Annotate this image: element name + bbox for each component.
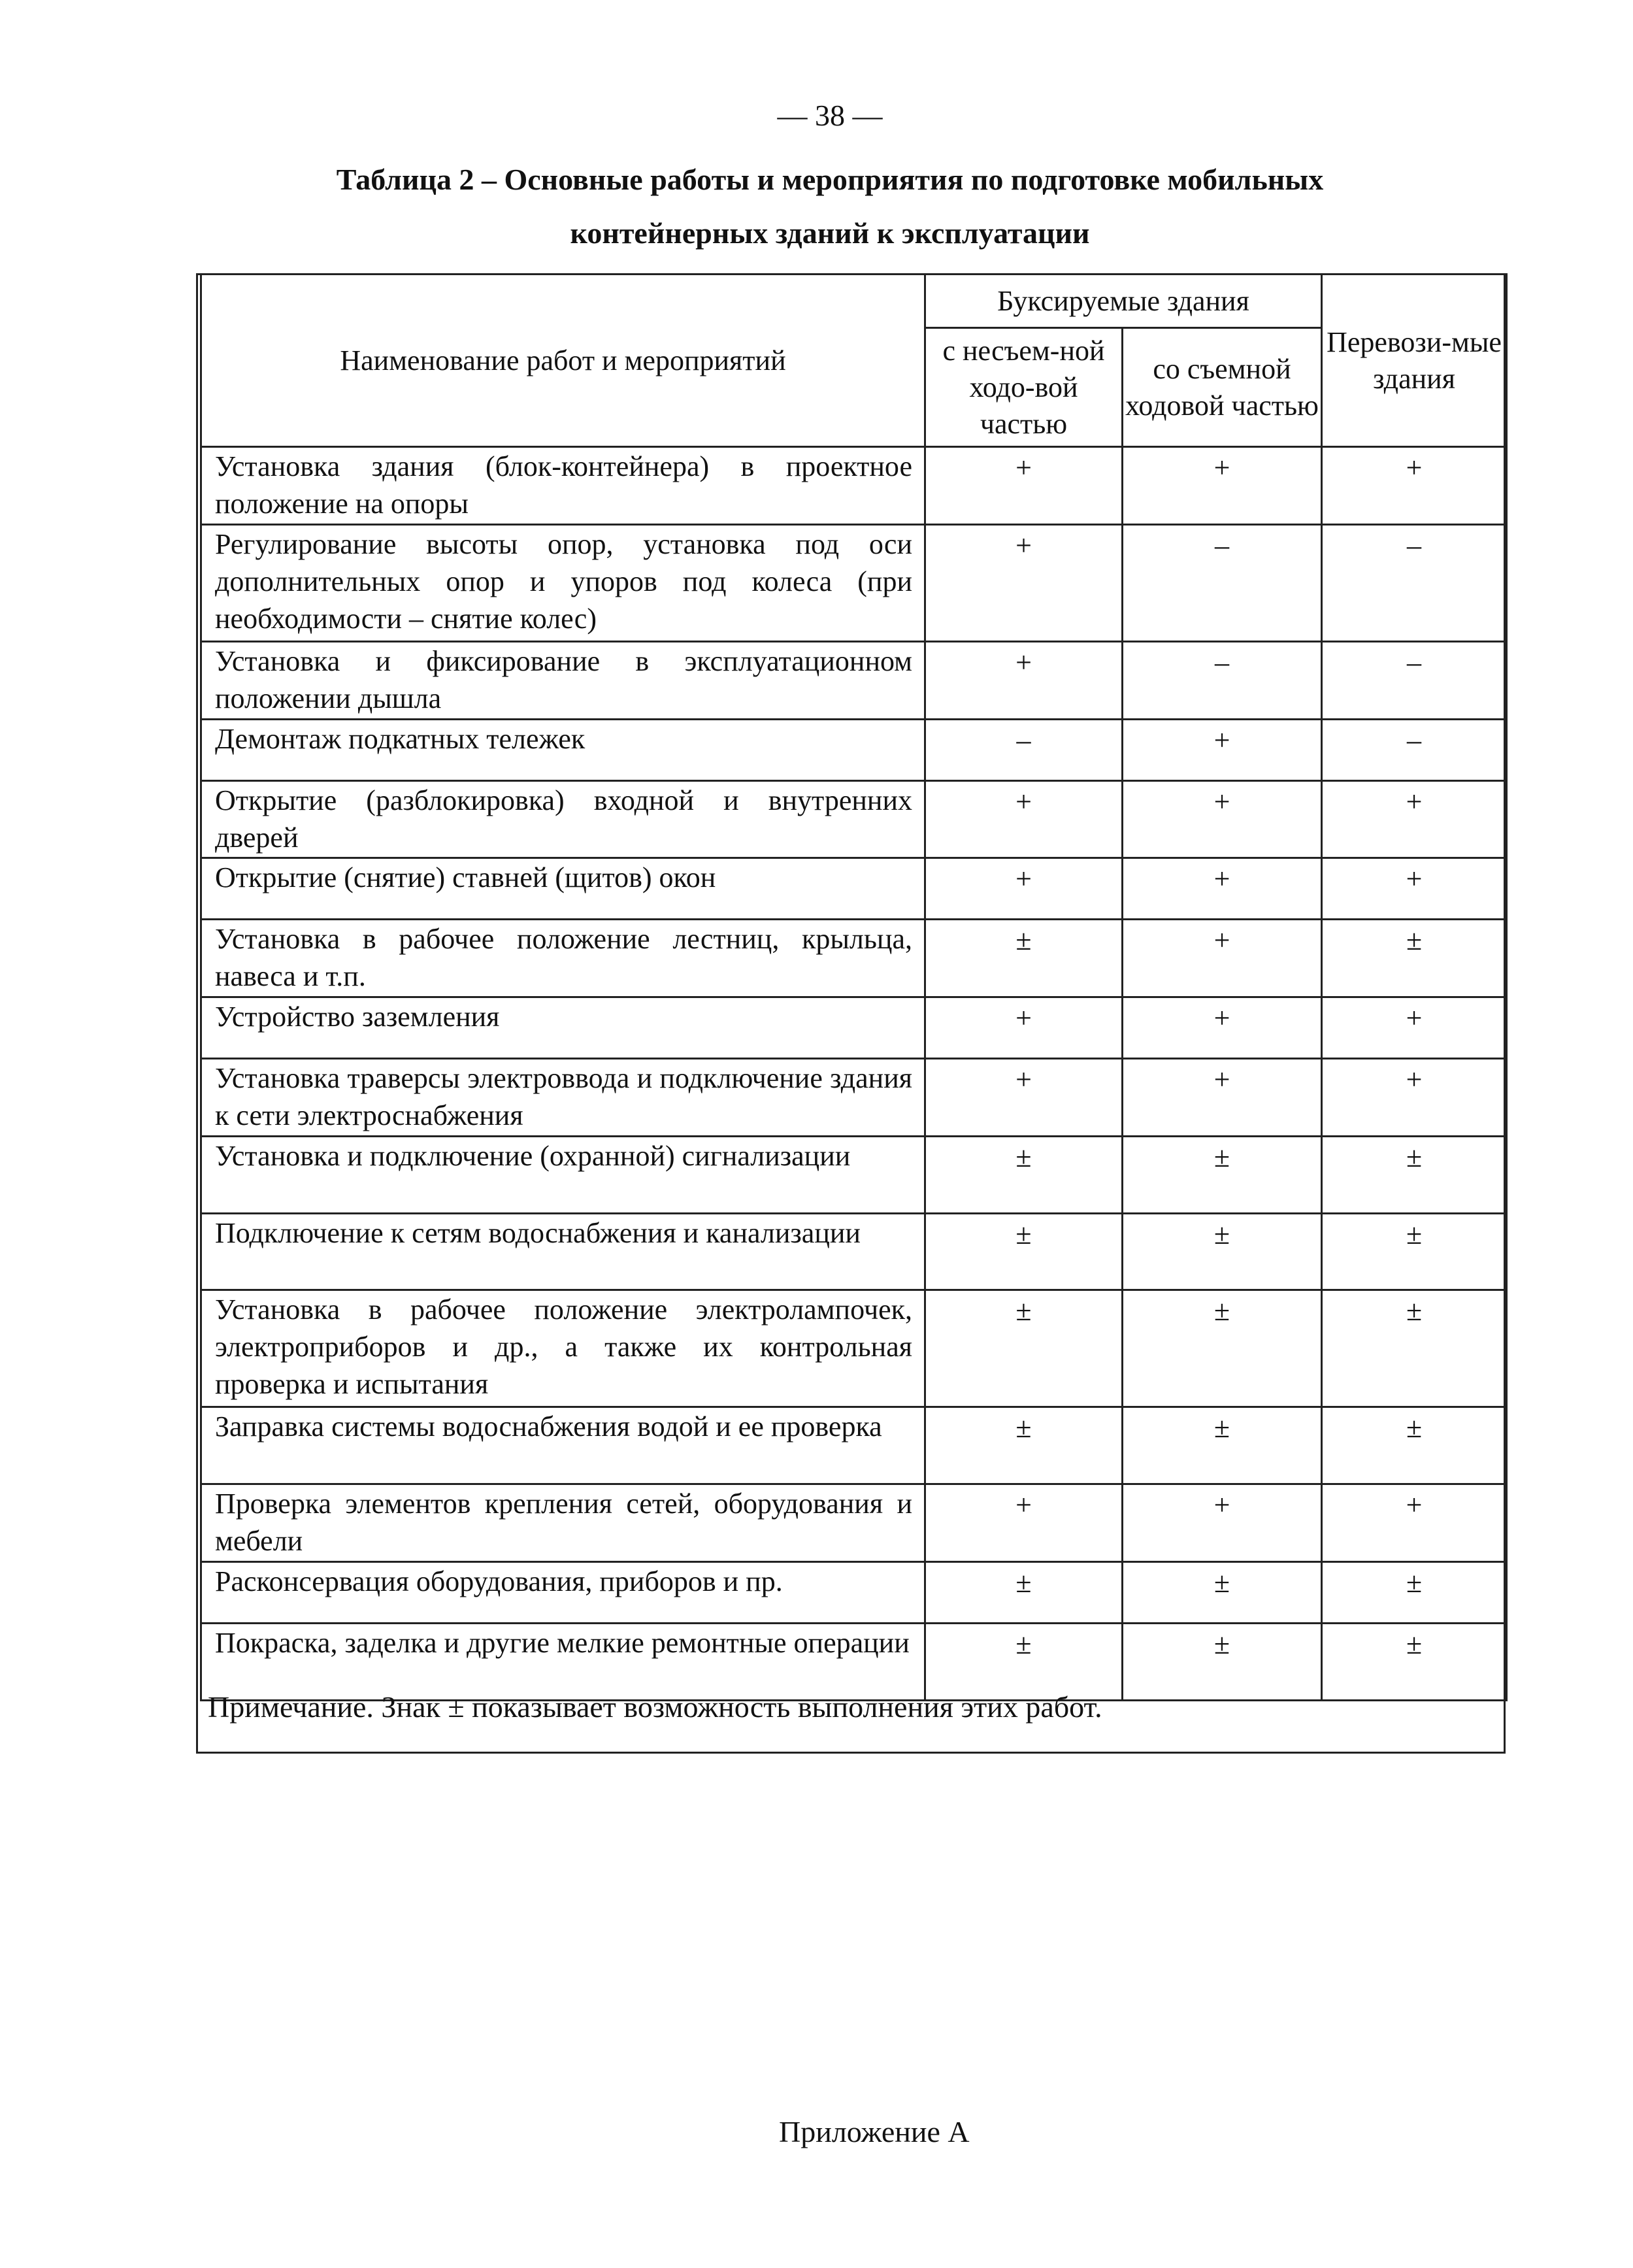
mark-cell-removable: – [1123,524,1322,641]
table-row [201,719,1507,780]
work-name-cell: Регулирование высоты опор, установка под оси дополнительных опор и упоров под колеса (при необходимости – снятие колес) [201,524,925,641]
header-fixed-chassis: с несъем-ной ходо-вой частью [925,328,1123,447]
header-name: Наименование работ и мероприятий [201,275,925,447]
mark-cell-removable: + [1123,447,1322,525]
mark-cell-removable: ± [1123,1290,1322,1407]
table-row [201,447,1507,525]
mark-cell-removable: + [1123,780,1322,858]
mark-cell-transported: + [1322,780,1507,858]
works-table [200,273,1508,1701]
mark-cell-removable: + [1123,1484,1322,1562]
table-row [201,1407,1507,1484]
work-name-cell: Установка в рабочее положение электролампочек, электроприборов и др., а также их контрольная проверка и испытания [201,1290,925,1407]
mark-cell-transported: + [1322,997,1507,1059]
page-number: — 38 — [777,99,883,132]
mark-cell-transported: – [1322,641,1507,719]
header-transported: Перевози-мые здания [1322,275,1507,447]
table-row [201,997,1507,1059]
mark-cell-transported: ± [1322,1562,1507,1624]
mark-cell-removable: + [1123,920,1322,997]
table-row [201,1058,1507,1136]
mark-cell-transported: + [1322,1058,1507,1136]
header-removable-chassis: со съемной ходовой частью [1123,328,1322,447]
work-name-cell: Подключение к сетям водоснабжения и канализации [201,1213,925,1290]
mark-cell-transported: ± [1322,1213,1507,1290]
mark-cell-fixed: ± [925,1213,1123,1290]
mark-cell-fixed: ± [925,1623,1123,1700]
mark-cell-fixed: + [925,1484,1123,1562]
table-row [201,920,1507,997]
mark-cell-transported: – [1322,524,1507,641]
table-title-line-2: контейнерных зданий к эксплуатации [570,216,1090,250]
mark-cell-removable: ± [1123,1136,1322,1213]
mark-cell-removable: + [1123,997,1322,1059]
mark-cell-transported: ± [1322,920,1507,997]
work-name-cell: Установка и фиксирование в эксплуатационном положении дышла [201,641,925,719]
work-name-cell: Установка в рабочее положение лестниц, крыльца, навеса и т.п. [201,920,925,997]
mark-cell-transported: ± [1322,1407,1507,1484]
work-name-cell: Установка и подключение (охранной) сигнализации [201,1136,925,1213]
work-name-cell: Установка траверсы электроввода и подключение здания к сети электроснабжения [201,1058,925,1136]
work-name-cell: Покраска, заделка и другие мелкие ремонтные операции [201,1623,925,1700]
mark-cell-fixed: + [925,641,1123,719]
work-name-cell: Установка здания (блок-контейнера) в проектное положение на опоры [201,447,925,525]
table-note: Примечание. Знак ± показывает возможность выполнения этих работ. [208,1690,1102,1724]
mark-cell-fixed: ± [925,920,1123,997]
mark-cell-fixed: ± [925,1136,1123,1213]
mark-cell-fixed: + [925,858,1123,920]
mark-cell-transported: – [1322,719,1507,780]
work-name-cell: Демонтаж подкатных тележек [201,719,925,780]
work-name-cell: Заправка системы водоснабжения водой и ее проверка [201,1407,925,1484]
mark-cell-removable: + [1123,1058,1322,1136]
table-row [201,1136,1507,1213]
work-name-cell: Открытие (разблокировка) входной и внутренних дверей [201,780,925,858]
mark-cell-transported: ± [1322,1136,1507,1213]
mark-cell-removable: ± [1123,1562,1322,1624]
header-towed: Буксируемые здания [925,275,1322,328]
table-title-line-1: Таблица 2 – Основные работы и мероприятия по подготовке мобильных [336,163,1324,196]
mark-cell-transported: ± [1322,1623,1507,1700]
mark-cell-transported: + [1322,447,1507,525]
mark-cell-transported: + [1322,858,1507,920]
mark-cell-removable: + [1123,858,1322,920]
mark-cell-fixed: + [925,1058,1123,1136]
table-row [201,641,1507,719]
table-row [201,1213,1507,1290]
mark-cell-fixed: ± [925,1562,1123,1624]
mark-cell-removable: ± [1123,1213,1322,1290]
table-row [201,858,1507,920]
work-name-cell: Открытие (снятие) ставней (щитов) окон [201,858,925,920]
mark-cell-removable: + [1123,719,1322,780]
mark-cell-removable: ± [1123,1407,1322,1484]
table-row [201,524,1507,641]
mark-cell-transported: + [1322,1484,1507,1562]
mark-cell-fixed: + [925,524,1123,641]
mark-cell-fixed: – [925,719,1123,780]
table-row [201,1623,1507,1700]
appendix-label: Приложение А [779,2115,970,2148]
table-row [201,1484,1507,1562]
work-name-cell: Проверка элементов крепления сетей, оборудования и мебели [201,1484,925,1562]
mark-cell-removable: – [1123,641,1322,719]
table-row [201,1562,1507,1624]
mark-cell-fixed: + [925,997,1123,1059]
mark-cell-fixed: + [925,780,1123,858]
work-name-cell: Устройство заземления [201,997,925,1059]
table-row [201,1290,1507,1407]
mark-cell-fixed: ± [925,1290,1123,1407]
mark-cell-transported: ± [1322,1290,1507,1407]
work-name-cell: Расконсервация оборудования, приборов и пр. [201,1562,925,1624]
mark-cell-removable: ± [1123,1623,1322,1700]
mark-cell-fixed: + [925,447,1123,525]
mark-cell-fixed: ± [925,1407,1123,1484]
table-row [201,780,1507,858]
